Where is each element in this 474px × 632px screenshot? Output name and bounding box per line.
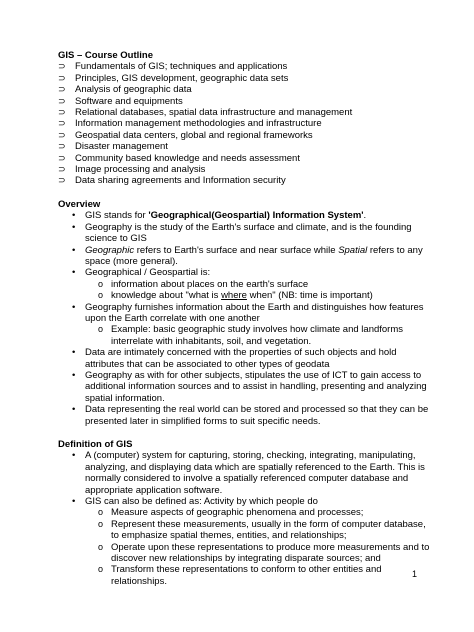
outline-heading: GIS – Course Outline — [58, 50, 154, 61]
arrow-bullet-icon: ⊃ — [58, 141, 66, 152]
sub-list-item: o Transform these representations to conform to other entities and relationships. — [98, 564, 382, 587]
bullet-icon: • — [72, 244, 76, 256]
outline-item: ⊃ Geospatial data centers, global and regional frameworks — [58, 129, 313, 141]
bullet-icon: • — [72, 301, 76, 313]
list-item: • Geography as with for other subjects, stipulates the use of ICT to gain access to additional information sources and to assist in handling, presenting and analyzing spatial information. — [72, 369, 427, 404]
bullet-icon: • — [72, 369, 76, 381]
sub-list — [85, 324, 430, 347]
outline-list — [58, 61, 430, 186]
outline-item: ⊃ Principles, GIS development, geographic data sets — [58, 72, 289, 84]
sub-list — [85, 279, 430, 302]
arrow-bullet-icon: ⊃ — [58, 118, 66, 129]
bullet-icon: • — [72, 404, 76, 416]
outline-item: ⊃ Community based knowledge and needs assessment — [58, 152, 300, 164]
circle-bullet-icon: o — [98, 507, 104, 518]
arrow-bullet-icon: ⊃ — [58, 61, 66, 72]
overview-heading: Overview — [58, 198, 101, 210]
sub-list — [85, 507, 430, 587]
list-item: • Data representing the real world can be stored and processed so that they can be presented later in simplified forms to suit specific needs. — [72, 404, 429, 427]
arrow-bullet-icon: ⊃ — [58, 72, 66, 83]
list-item: • GIS stands for 'Geographical(Geospartial) Information System'. — [72, 210, 367, 222]
bullet-icon: • — [72, 221, 76, 233]
bullet-icon: • — [72, 210, 76, 222]
circle-bullet-icon: o — [98, 278, 104, 289]
overview-list — [58, 210, 430, 427]
arrow-bullet-icon: ⊃ — [58, 175, 66, 186]
list-item: • Geography furnishes information about the Earth and distinguishes how features upon the Earth correlate with one another o Example: basic geographic study involves how climate and landforms interrelate with inhabitants, soil, and vegetation. — [85, 302, 430, 348]
sub-list-item: o Example: basic geographic study involves how climate and landforms interrelate with inhabitants, soil, and vegetation. — [98, 324, 404, 347]
outline-item: ⊃ Relational databases, spatial data infrastructure and management — [58, 107, 353, 119]
page-number: 1 — [411, 569, 417, 579]
arrow-bullet-icon: ⊃ — [58, 129, 66, 140]
definition-list — [58, 450, 430, 587]
list-item: • Geographical / Geospartial is: o information about places on the earth's surface o knowledge about "what is where when" (NB: time is important) — [85, 267, 430, 301]
outline-item: ⊃ Information management methodologies and infrastructure — [58, 118, 322, 130]
definition-heading: Definition of GIS — [58, 439, 133, 450]
sub-list-item: o Represent these measurements, usually in the form of computer database, to emphasize spatial themes, entities, and relationships; — [98, 518, 426, 542]
list-item: • Geography is the study of the Earth's surface and climate, and is the founding science to GIS — [72, 221, 412, 245]
circle-bullet-icon: o — [98, 518, 104, 529]
sub-list-item: o knowledge about "what is where when" (NB: time is important) — [98, 290, 373, 302]
bullet-icon: • — [72, 496, 76, 508]
bullet-icon: • — [72, 347, 76, 359]
sub-list-item: o Measure aspects of geographic phenomena and processes; — [98, 507, 364, 519]
arrow-bullet-icon: ⊃ — [58, 164, 66, 175]
list-item: • A (computer) system for capturing, storing, checking, integrating, manipulating, analyzing, and displaying data which are spatially referenced to the Earth. This is normally considered to involve a spatially referenced computer database and appropriate application software. — [72, 450, 425, 496]
circle-bullet-icon: o — [98, 290, 104, 301]
arrow-bullet-icon: ⊃ — [58, 107, 66, 118]
arrow-bullet-icon: ⊃ — [58, 95, 66, 106]
arrow-bullet-icon: ⊃ — [58, 84, 66, 95]
outline-item: ⊃ Software and equipments — [58, 95, 183, 107]
outline-item: ⊃ Disaster management — [58, 141, 168, 153]
list-item: • Geographic refers to Earth's surface and near surface while Spatial refers to any space (more general). — [72, 244, 423, 267]
list-item: • GIS can also be defined as: Activity by which people do o Measure aspects of geographic phenomena and processes; o Represent these measurements, usually in the form of computer database, to emphasize spatial themes, entities, and relationships; o Operate upon these representations to produce more measurements and to discover new relationships by integrating disparate sources; and o Transform these representations to conform to other entities and relationships. — [72, 496, 430, 587]
bullet-icon: • — [72, 450, 76, 462]
outline-item: ⊃ Image processing and analysis — [58, 164, 206, 176]
circle-bullet-icon: o — [98, 541, 104, 552]
circle-bullet-icon: o — [98, 564, 104, 575]
sub-list-item: o Operate upon these representations to produce more measurements and to discover new relationships by integrating disparate sources; and — [98, 541, 430, 565]
bullet-icon: • — [72, 267, 76, 279]
outline-item: ⊃ Analysis of geographic data — [58, 84, 192, 96]
list-item: • Data are intimately concerned with the properties of such objects and hold attributes that can be associated to other types of geodata — [72, 347, 397, 370]
sub-list-item: o information about places on the earth's surface — [98, 278, 309, 290]
document-page — [58, 50, 430, 587]
arrow-bullet-icon: ⊃ — [58, 152, 66, 163]
outline-item: ⊃ Data sharing agreements and Information security — [58, 175, 286, 187]
circle-bullet-icon: o — [98, 324, 104, 335]
outline-item: ⊃ Fundamentals of GIS; techniques and applications — [58, 61, 288, 73]
